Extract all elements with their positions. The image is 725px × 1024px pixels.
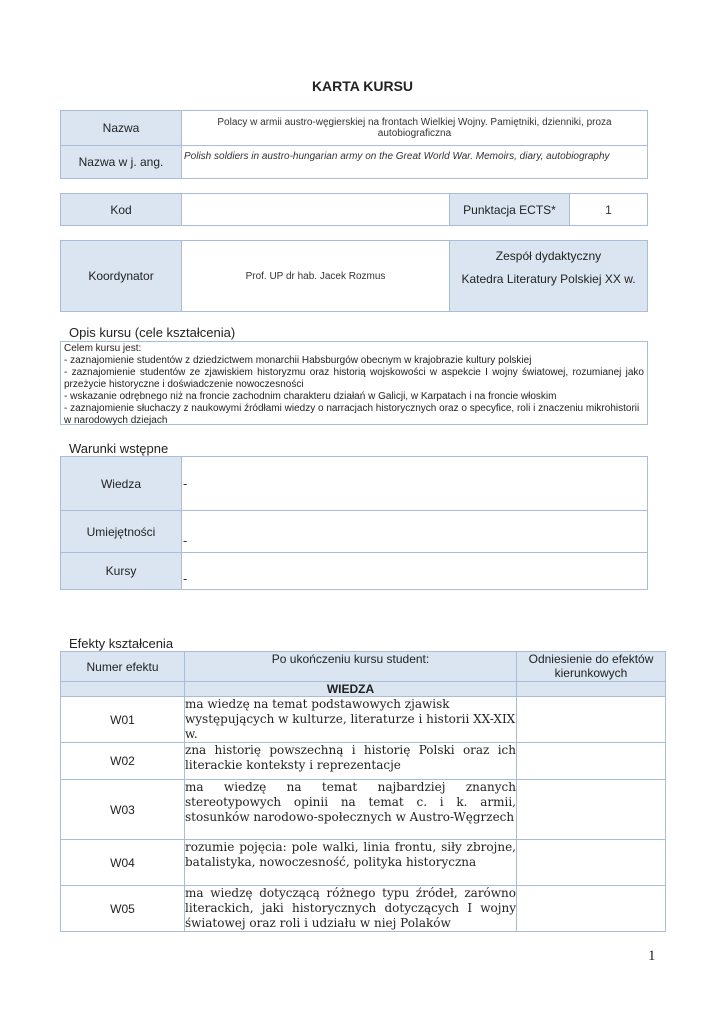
code-value: [181, 193, 450, 226]
outcome-ref: [517, 697, 666, 743]
description-line: - zaznajomienie słuchaczy z naukowymi źródłami wiedzy o narracjach historycznych oraz o specyfice, roli i znaczeniu mikrohistorii w narodowych dziejach: [64, 403, 640, 426]
outcomes-table: [60, 651, 666, 932]
outcome-ref: [517, 780, 666, 840]
outcomes-heading: Efekty kształcenia: [69, 636, 174, 651]
team-label: Zespół dydaktyczny: [495, 249, 602, 263]
outcomes-col-code: Numer efektu: [61, 652, 185, 682]
description-box: [60, 341, 648, 425]
outcome-text: ma wiedzę na temat najbardziej znanych stereotypowych opinii na temat c. i k. armii, stosunków narodowo-społecznych w Austro-Węgrzech: [185, 780, 517, 840]
outcomes-section-label: WIEDZA: [185, 682, 517, 697]
outcome-ref: [517, 886, 666, 932]
description-line: - wskazanie odrębnego niż na froncie zachodnim charakteru działań w Galicji, w Karpatach i na froncie włoskim: [64, 391, 557, 402]
prereq-skills-label: Umiejętności: [60, 510, 182, 553]
outcome-text: ma wiedzę dotyczącą różnego typu źródeł, zarówno literackich, jaki historycznych dotyczących I wojny światowej oraz roli i udziału w niej Polaków: [185, 886, 516, 930]
prereq-skills-value-cell: [181, 510, 648, 553]
prereq-knowledge-value: -: [183, 476, 188, 491]
team-value: Katedra Literatury Polskiej XX w.: [461, 272, 636, 286]
name-value: Polacy w armii austro-węgierskiej na frontach Wielkiej Wojny. Pamiętniki, dzienniki, proza autobiograficzna: [181, 110, 648, 146]
outcome-text: ma wiedzę na temat podstawowych zjawisk występujących w kulturze, literaturze i historii XX-XIX w.: [185, 697, 516, 741]
prerequisites-heading: Warunki wstępne: [69, 441, 169, 456]
prereq-skills-value: -: [183, 533, 188, 548]
outcome-code: W02: [61, 743, 185, 780]
outcome-ref: [517, 840, 666, 886]
outcome-code: W05: [61, 886, 185, 932]
ects-value: 1: [569, 193, 648, 226]
prereq-courses-value-cell: [181, 552, 648, 590]
description-line: - zaznajomienie studentów z dziedzictwem monarchii Habsburgów obecnym w krajobrazie kultury polskiej: [64, 355, 532, 366]
outcome-code: W03: [61, 780, 185, 840]
code-label: Kod: [60, 193, 182, 226]
outcomes-section-spacer: [61, 682, 185, 697]
outcome-text: rozumie pojęcia: pole walki, linia frontu, siły zbrojne, batalistyka, nowoczesność, polityka historyczna: [185, 840, 517, 886]
page-number: 1: [648, 948, 656, 964]
name-en-label: Nazwa w j. ang.: [60, 145, 182, 179]
prereq-courses-value: -: [183, 571, 188, 586]
coordinator-value: Prof. UP dr hab. Jacek Rozmus: [181, 240, 450, 312]
outcomes-section-spacer: [517, 682, 666, 697]
outcomes-col-ref: Odniesienie do efektów kierunkowych: [517, 652, 666, 682]
coordinator-label: Koordynator: [60, 240, 182, 312]
prereq-knowledge-label: Wiedza: [60, 456, 182, 511]
name-label: Nazwa: [60, 110, 182, 146]
team-box: [449, 240, 648, 312]
description-line: Celem kursu jest:: [64, 343, 142, 354]
outcome-code: W01: [61, 697, 185, 743]
description-line: - zaznajomienie studentów ze zjawiskiem historyzmu oraz historią wojskowości w aspekcie I wojny światowej, rozumianej jako przeżycie historyczne i doświadczenie nowoczesności: [64, 367, 644, 390]
description-heading: Opis kursu (cele kształcenia): [69, 325, 236, 340]
outcome-code: W04: [61, 840, 185, 886]
outcomes-col-text: Po ukończeniu kursu student:: [185, 652, 517, 682]
prereq-courses-label: Kursy: [60, 552, 182, 590]
outcome-text: zna historię powszechną i historię Polski oraz ich literackie konteksty i reprezentacje: [185, 743, 517, 780]
ects-label: Punktacja ECTS*: [449, 193, 570, 226]
name-en-value: Polish soldiers in austro-hungarian army on the Great World War. Memoirs, diary, autobiography: [181, 145, 648, 179]
outcome-ref: [517, 743, 666, 780]
page-title: KARTA KURSU: [311, 78, 414, 94]
prereq-knowledge-value-cell: [181, 456, 648, 511]
